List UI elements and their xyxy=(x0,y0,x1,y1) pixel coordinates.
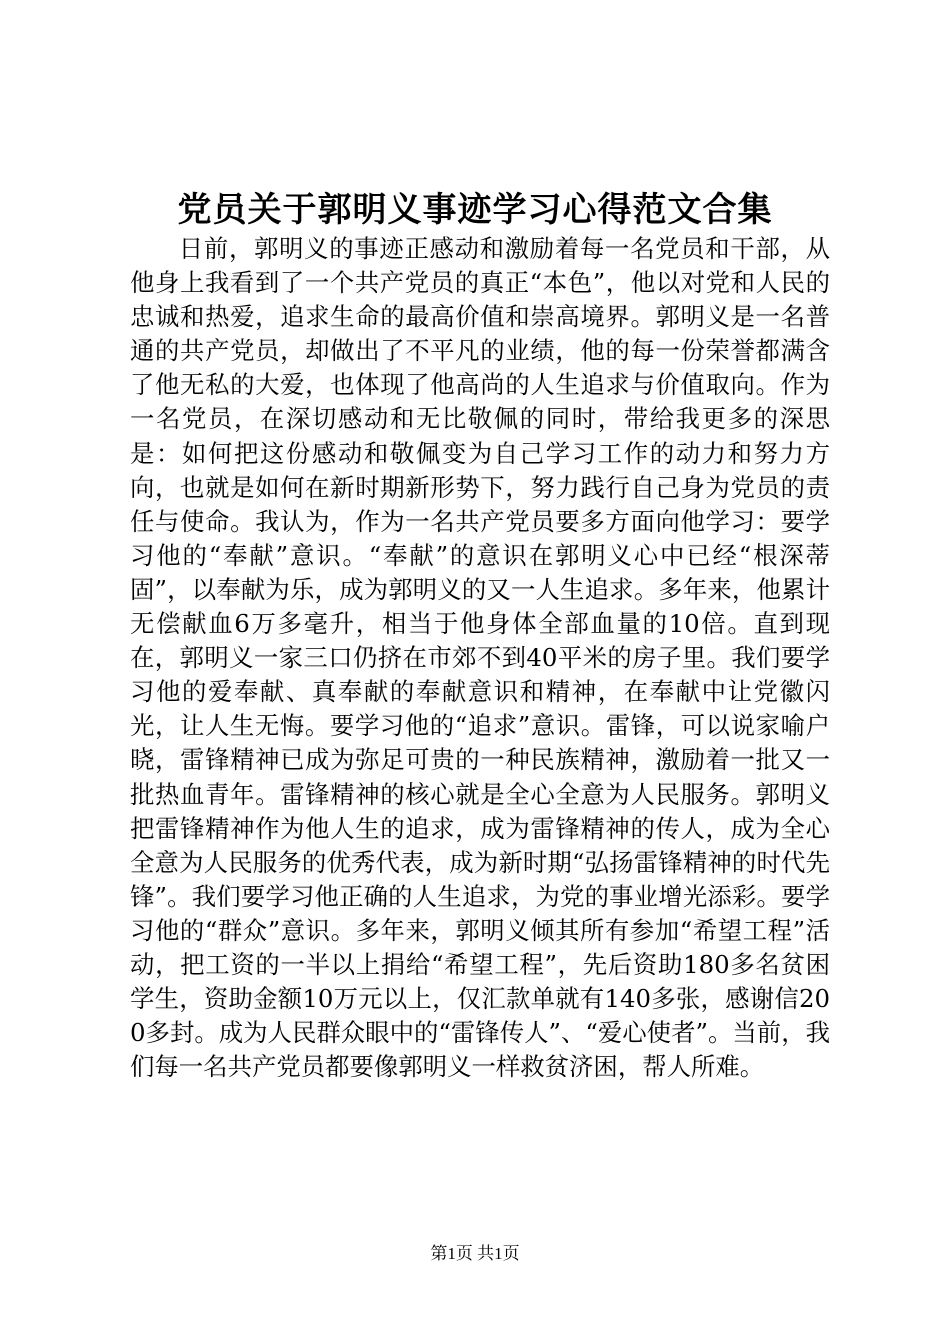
body-paragraph: 日前，郭明义的事迹正感动和激励着每一名党员和干部，从他身上我看到了一个共产党员的真正“本色”，他以对党和人民的忠诚和热爱，追求生命的最高价值和崇高境界。郭明义是一名普通的共产党员，却做出了不平凡的业绩，他的每一份荣誉都满含了他无私的大爱，也体现了他高尚的人生追求与价值取向。作为一名党员，在深切感动和无比敬佩的同时，带给我更多的深思是：如何把这份感动和敬佩变为自己学习工作的动力和努力方向，也就是如何在新时期新形势下，努力践行自己身为党员的责任与使命。我认为，作为一名共产党员要多方面向他学习：要学习他的“奉献”意识。“奉献”的意识在郭明义心中已经“根深蒂固”，以奉献为乐，成为郭明义的又一人生追求。多年来，他累计无偿献血6万多毫升，相当于他身体全部血量的10倍。直到现在，郭明义一家三口仍挤在市郊不到40平米的房子里。我们要学习他的爱奉献、真奉献的奉献意识和精神，在奉献中让党徽闪光，让人生无悔。要学习他的“追求”意识。雷锋，可以说家喻户晓，雷锋精神已成为弥足可贵的一种民族精神，激励着一批又一批热血青年。雷锋精神的核心就是全心全意为人民服务。郭明义把雷锋精神作为他人生的追求，成为雷锋精神的传人，成为全心全意为人民服务的优秀代表，成为新时期“弘扬雷锋精神的时代先锋”。我们要学习他正确的人生追求，为党的事业增光添彩。要学习他的“群众”意识。多年来，郭明义倾其所有参加“希望工程”活动，把工资的一半以上捐给“希望工程”，先后资助180多名贫困学生，资助金额10万元以上，仅汇款单就有140多张，感谢信200多封。成为人民群众眼中的“雷锋传人”、“爱心使者”。当前，我们每一名共产党员都要像郭明义一样救贫济困，帮人所难。 xyxy=(130,234,830,1082)
document-title: 党员关于郭明义事迹学习心得范文合集 xyxy=(177,190,773,230)
page-footer: 第1页 共1页 xyxy=(430,1244,520,1263)
